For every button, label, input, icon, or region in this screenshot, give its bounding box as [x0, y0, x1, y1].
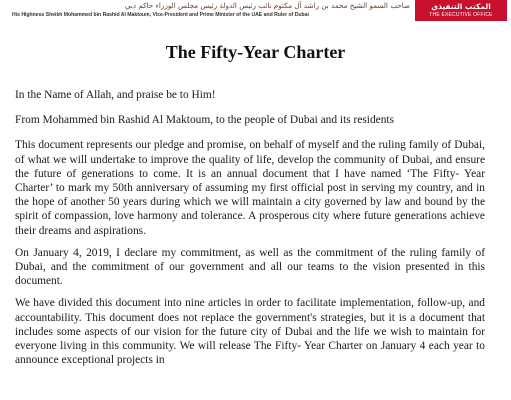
letterhead [0, 0, 511, 24]
document-body [15, 88, 485, 375]
paragraph-pledge: This document represents our pledge and promise, on behalf of myself and the ruling family of Dubai, of what we will undertake to improve the quality of life, develop the community of Dubai, and ensure the future of generations to come. It is an annual document that I have named ‘The Fifty- Year Charter’ to mark my 50th anniversary of assuming my first official post in serving my country, and in the hope of another 50 years during which we will maintain a city governed by law and bound by the spirit of compassion, love harmony and tolerance. A prosperous city where future generations achieve their dreams and aspirations. [15, 139, 485, 237]
logo-arabic-text: المكتب التنفيذي [431, 2, 491, 11]
letterhead-arabic-text: صاحب السمو الشيخ محمد بن راشد آل مكتوم نائب رئيس الدولة رئيس مجلس الوزراء حاكم دبي [124, 1, 410, 10]
paragraph-invocation: In the Name of Allah, and praise be to Him! [15, 89, 216, 101]
logo-english-text: THE EXECUTIVE OFFICE [429, 12, 493, 18]
letterhead-english-text: His Highness Sheikh Mohammed bin Rashid Al Maktoum, Vice-President and Prime Minister of the UAE and Ruler of Dubai [12, 12, 309, 18]
paragraph-commitment: On January 4, 2019, I declare my commitment, as well as the commitment of the ruling family of Dubai, and the commitment of our government and all our teams to the vision presented in this document. [15, 246, 485, 288]
paragraph-articles: We have divided this document into nine articles in order to facilitate implementation, follow-up, and accountability. This document does not replace the government's strategies, but it is a document that includes some aspects of our vision for the future city of Dubai and the life we wish to maintain for everyone living in this community. We will release The Fifty- Year Charter on January 4 each year to announce exceptional projects in [15, 297, 485, 367]
document-title: The Fifty-Year Charter [165, 42, 346, 62]
paragraph-salutation: From Mohammed bin Rashid Al Maktoum, to the people of Dubai and its residents [15, 114, 395, 127]
executive-office-logo [415, 0, 507, 21]
